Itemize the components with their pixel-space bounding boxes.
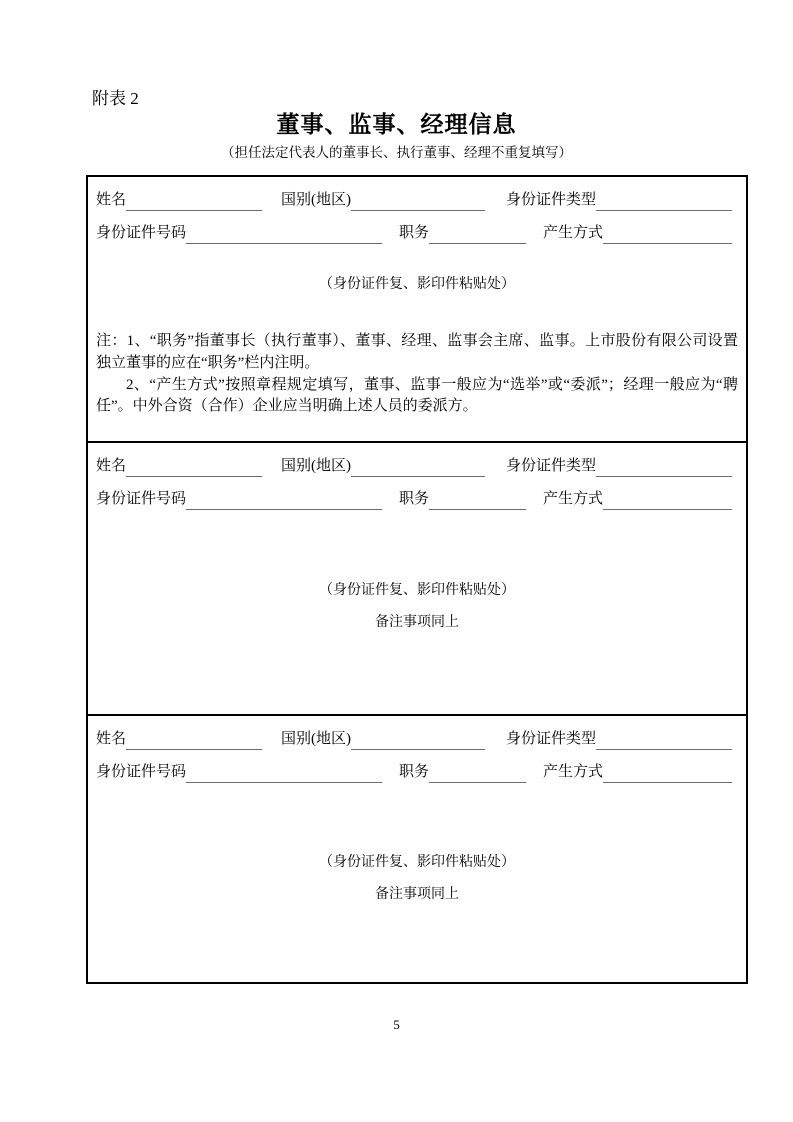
remark-same-as-above: 备注事项同上 — [375, 887, 459, 902]
position-label: 职务 — [399, 491, 430, 507]
country-label: 国别(地区) — [281, 458, 352, 474]
id-number-label: 身份证件号码 — [96, 764, 187, 780]
id-type-label: 身份证件类型 — [506, 731, 597, 747]
page-number: 5 — [393, 1017, 400, 1032]
member-section-3 — [88, 716, 746, 982]
method-label: 产生方式 — [543, 764, 604, 780]
idnumber-position-method-row — [96, 759, 738, 783]
position-label: 职务 — [399, 225, 430, 241]
id-number-input-line[interactable] — [186, 763, 382, 783]
country-label: 国别(地区) — [281, 192, 352, 208]
name-input-line[interactable] — [126, 730, 262, 750]
id-number-label: 身份证件号码 — [96, 491, 187, 507]
id-number-input-line[interactable] — [186, 490, 382, 510]
position-input-line[interactable] — [429, 490, 526, 510]
paste-area-label: （身份证件复、影印件粘贴处） — [319, 855, 515, 870]
name-label: 姓名 — [96, 192, 127, 208]
paste-area-label: （身份证件复、影印件粘贴处） — [319, 583, 515, 598]
method-input-line[interactable] — [603, 224, 732, 244]
country-input-line[interactable] — [351, 191, 485, 211]
notes — [96, 331, 738, 418]
country-label: 国别(地区) — [281, 731, 352, 747]
note-paragraph-1: 注：1、“职务”指董事长（执行董事）、董事、经理、监事会主席、监事。上市股份有限公司设置独立董事的应在“职务”栏内注明。 — [96, 333, 738, 371]
position-input-line[interactable] — [429, 224, 526, 244]
name-input-line[interactable] — [126, 191, 262, 211]
name-input-line[interactable] — [126, 457, 262, 477]
appendix-label: 附表 2 — [92, 89, 139, 108]
name-label: 姓名 — [96, 458, 127, 474]
remark-same-as-above: 备注事项同上 — [375, 615, 459, 630]
name-country-idtype-row — [96, 187, 738, 211]
id-number-label: 身份证件号码 — [96, 225, 187, 241]
paste-area-label: （身份证件复、影印件粘贴处） — [319, 277, 515, 292]
name-label: 姓名 — [96, 731, 127, 747]
id-type-input-line[interactable] — [596, 730, 732, 750]
id-type-label: 身份证件类型 — [506, 458, 597, 474]
member-section-1 — [88, 177, 746, 443]
id-type-input-line[interactable] — [596, 457, 732, 477]
page-title: 董事、监事、经理信息 — [276, 111, 517, 137]
country-input-line[interactable] — [351, 457, 485, 477]
id-type-input-line[interactable] — [596, 191, 732, 211]
id-type-label: 身份证件类型 — [506, 192, 597, 208]
method-label: 产生方式 — [543, 225, 604, 241]
method-input-line[interactable] — [603, 490, 732, 510]
note-paragraph-2: 2、“产生方式”按照章程规定填写，董事、监事一般应为“选举”或“委派”；经理一般应为“聘任”。中外合资（合作）企业应当明确上述人员的委派方。 — [96, 376, 738, 415]
country-input-line[interactable] — [351, 730, 485, 750]
idnumber-position-method-row — [96, 220, 738, 244]
method-label: 产生方式 — [543, 491, 604, 507]
name-country-idtype-row — [96, 453, 738, 477]
name-country-idtype-row — [96, 726, 738, 750]
member-info-form-box — [86, 175, 748, 984]
idnumber-position-method-row — [96, 486, 738, 510]
member-section-2 — [88, 443, 746, 716]
id-number-input-line[interactable] — [186, 224, 382, 244]
position-label: 职务 — [399, 764, 430, 780]
method-input-line[interactable] — [603, 763, 732, 783]
position-input-line[interactable] — [429, 763, 526, 783]
page-subtitle: （担任法定代表人的董事长、执行董事、经理不重复填写） — [221, 145, 572, 160]
